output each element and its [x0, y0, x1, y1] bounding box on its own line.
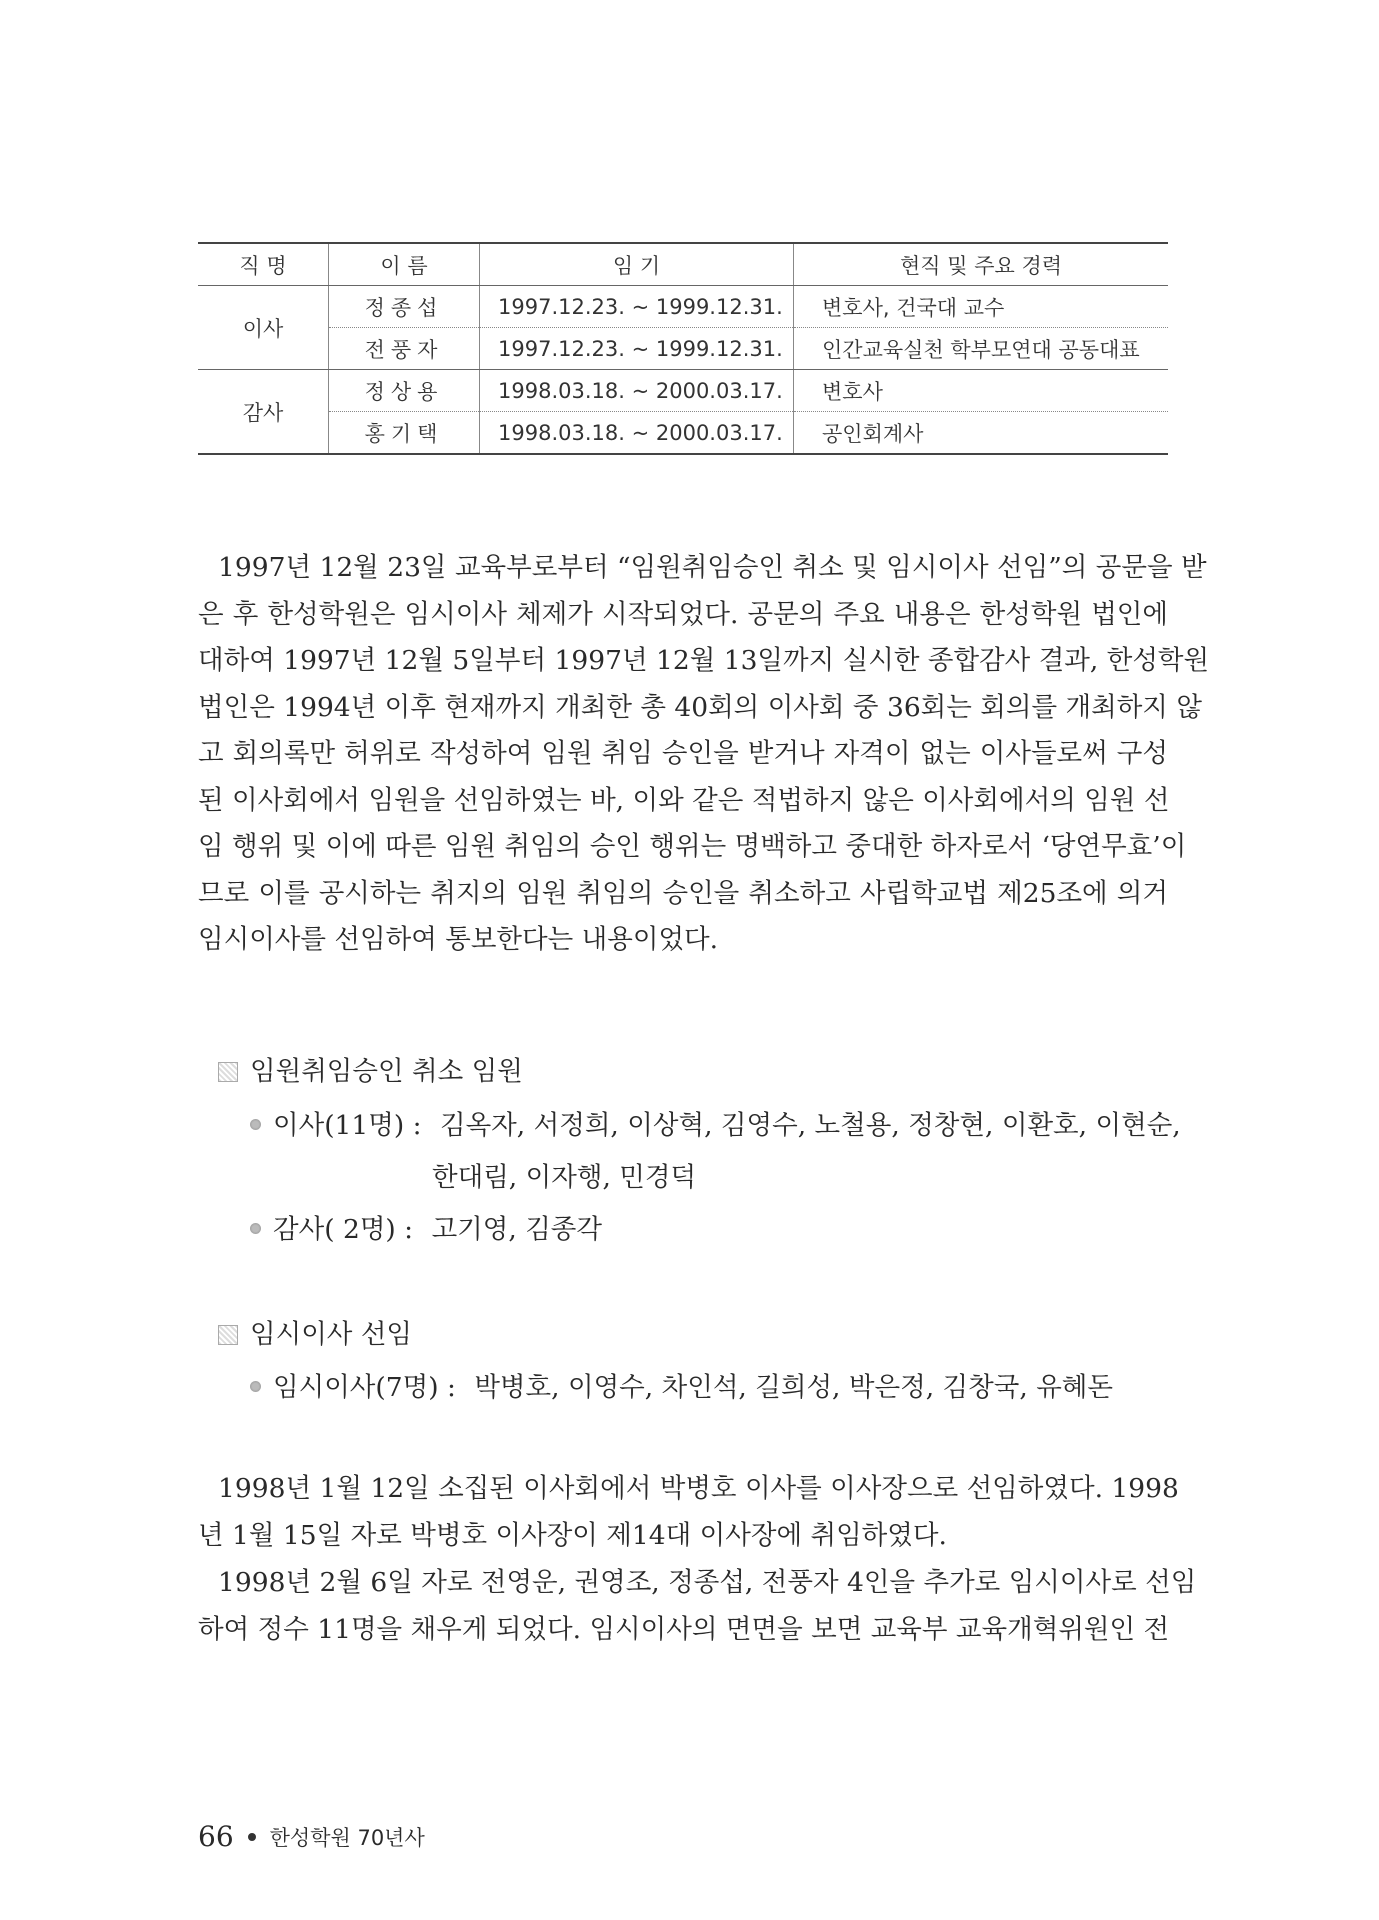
paragraph-line: 하여 정수 11명을 채우게 되었다. 임시이사의 면면을 보면 교육부 교육개혁위원인 전: [198, 1613, 1170, 1645]
dot-bullet-icon: [250, 1381, 261, 1392]
square-bullet-icon: [218, 1062, 238, 1082]
name-cell: 정종섭: [329, 286, 480, 328]
paragraph-line: 므로 이를 공시하는 취지의 임원 취임의 승인을 취소하고 사립학교법 제25조에 의거: [198, 877, 1168, 909]
square-bullet-icon: [218, 1325, 238, 1345]
career-cell: 변호사: [794, 370, 1169, 412]
term-cell: 1998.03.18. ~ 2000.03.17.: [480, 370, 794, 412]
position-cell: 감사: [198, 370, 329, 455]
separator-dot-icon: [248, 1833, 256, 1841]
paragraph-1: [198, 545, 1210, 964]
header-position: 직 명: [198, 243, 329, 286]
position-cell: 이사: [198, 286, 329, 370]
table-row: [198, 328, 1168, 370]
header-name: 이 름: [329, 243, 480, 286]
paragraph-line: 임시이사를 선임하여 통보한다는 내용이었다.: [198, 924, 719, 955]
paragraph-2: [198, 1466, 1179, 1559]
paragraph-line: 1998년 2월 6일 자로 전영운, 권영조, 정종섭, 전풍자 4인을 추가로 임시이사로 선임: [218, 1567, 1197, 1598]
dot-bullet-icon: [250, 1223, 261, 1234]
page-footer: [198, 1820, 425, 1853]
item-label: 임시이사(7명) :: [273, 1372, 456, 1403]
item-value: 고기영, 김종각: [431, 1214, 603, 1245]
header-term: 임 기: [480, 243, 794, 286]
table-row: [198, 370, 1168, 412]
list-item-continued: 한대림, 이자행, 민경덕: [432, 1162, 697, 1193]
name-cell: 전풍자: [329, 328, 480, 370]
paragraph-line: 고 회의록만 허위로 작성하여 임원 취임 승인을 받거나 자격이 없는 이사들로써 구성: [198, 738, 1168, 769]
page-number: 66: [198, 1820, 234, 1853]
table-header-row: [198, 243, 1168, 286]
item-label: 감사( 2명) :: [273, 1214, 414, 1245]
paragraph-line: 년 1월 15일 자로 박병호 이사장이 제14대 이사장에 취임하였다.: [198, 1519, 947, 1551]
header-career: 현직 및 주요 경력: [794, 243, 1169, 286]
section-heading-appointed: [218, 1315, 412, 1355]
paragraph-line: 된 이사회에서 임원을 선임하였는 바, 이와 같은 적법하지 않은 이사회에서의 임원 선: [198, 784, 1170, 816]
paragraph-line: 임 행위 및 이에 따른 임원 취임의 승인 행위는 명백하고 중대한 하자로서 ‘당연무효’이: [198, 831, 1187, 862]
section-title: 임시이사 선임: [250, 1319, 413, 1350]
paragraph-line: 1997년 12월 23일 교육부로부터 “임원취임승인 취소 및 임시이사 선임”의 공문을 받: [218, 552, 1207, 583]
table-row: [198, 412, 1168, 455]
list-item: [250, 1368, 1113, 1408]
paragraph-3: [198, 1560, 1197, 1653]
name-cell: 정상용: [329, 370, 480, 412]
item-label: 이사(11명) :: [273, 1110, 422, 1141]
career-cell: 공인회계사: [822, 421, 924, 446]
term-cell: 1998.03.18. ~ 2000.03.17.: [480, 412, 794, 455]
section-heading-cancelled: [218, 1052, 523, 1092]
list-item: [250, 1106, 1181, 1146]
name-cell: 홍기택: [329, 412, 480, 455]
dot-bullet-icon: [250, 1119, 261, 1130]
paragraph-line: 은 후 한성학원은 임시이사 체제가 시작되었다. 공문의 주요 내용은 한성학원 법인에: [198, 598, 1168, 630]
table-row: [198, 286, 1168, 328]
career-cell: 변호사, 건국대 교수: [794, 286, 1169, 328]
paragraph-line: 법인은 1994년 이후 현재까지 개최한 총 40회의 이사회 중 36회는 회의를 개최하지 않: [198, 691, 1202, 723]
officer-table: [198, 242, 1168, 455]
term-cell: 1997.12.23. ~ 1999.12.31.: [480, 286, 794, 328]
item-value: 김옥자, 서정희, 이상혁, 김영수, 노철용, 정창현, 이환호, 이현순,: [439, 1110, 1181, 1141]
term-cell: 1997.12.23. ~ 1999.12.31.: [480, 328, 794, 370]
paragraph-line: 대하여 1997년 12월 5일부터 1997년 12월 13일까지 실시한 종합감사 결과, 한성학원: [198, 645, 1210, 676]
book-title: 한성학원 70년사: [269, 1825, 425, 1850]
list-item: [250, 1210, 602, 1250]
section-title: 임원취임승인 취소 임원: [250, 1056, 523, 1087]
item-value: 박병호, 이영수, 차인석, 길희성, 박은정, 김창국, 유혜돈: [474, 1372, 1113, 1403]
career-cell: 인간교육실천 학부모연대 공동대표: [794, 328, 1169, 370]
paragraph-line: 1998년 1월 12일 소집된 이사회에서 박병호 이사를 이사장으로 선임하였다. 1998: [218, 1473, 1179, 1504]
